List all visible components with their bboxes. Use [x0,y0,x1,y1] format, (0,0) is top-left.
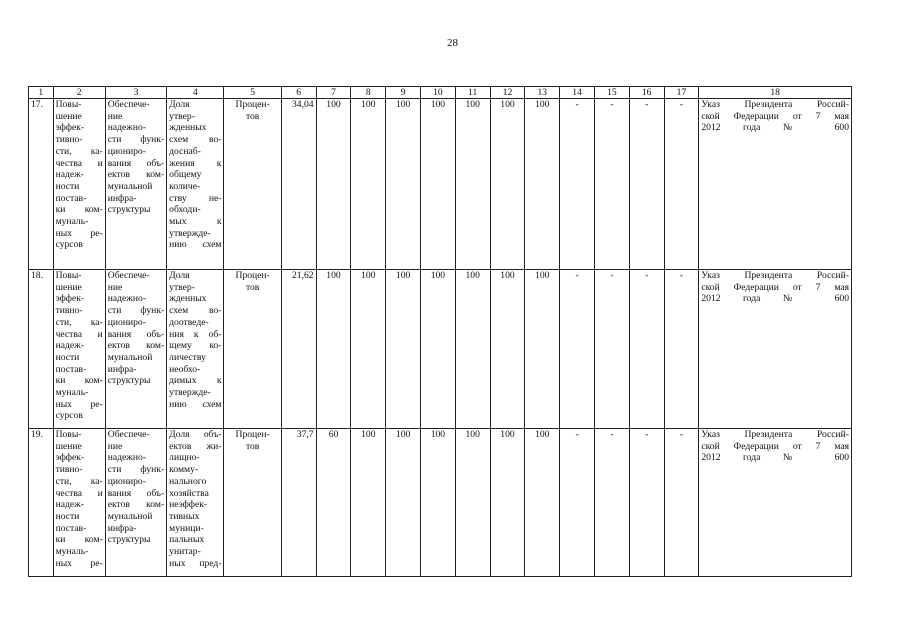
column-header: 4 [167,87,224,99]
indicator-cell-line: Доля [169,270,190,281]
indicator-cell-line: утвержде- [169,387,211,399]
table-row [29,99,852,270]
task-cell-line: инфра- [107,363,137,375]
column-header: 8 [351,87,386,99]
header-row [29,87,852,99]
column-header: 1 [29,87,54,99]
column-header: 3 [105,87,166,99]
unit-cell [224,270,281,429]
indicator-cell-line: количе- [169,180,201,192]
task-cell-line: сти функ- [107,134,165,146]
goal-cell-line: ности [55,180,80,192]
year-value: 100 [351,99,386,270]
column-header: 18 [699,87,852,99]
indicator-cell-line: жденных [169,293,207,305]
basis-cell-line: 2012 года № 600 [701,452,849,464]
indicator-cell-line: утвержде- [169,227,211,239]
task-cell-line: структуры [107,375,151,387]
task-cell-line: вания объ- [107,487,165,499]
indicator-cell-line: тивных [169,510,200,522]
basis-cell-line: 2012 года № 600 [701,293,849,305]
task-cell-line: мунальной [107,510,153,522]
task-cell-line: Обеспече- [107,429,150,440]
goal-cell-line: ных ре- [55,557,103,569]
task-cell-line: сти функ- [107,305,165,317]
year-value: - [594,270,629,429]
indicator-cell-line: доотведе- [169,316,209,328]
year-value: 60 [316,429,351,577]
goal-cell-line: муналь- [55,387,89,399]
goal-cell-line: муналь- [55,216,89,228]
task-cell-line: ние [107,440,123,452]
year-value: 100 [420,270,455,429]
goal-cell-line: постав- [55,192,87,204]
task-cell-line: ние [107,110,123,122]
indicator-cell-line: мых к [169,216,222,228]
task-cell-line: мунальной [107,180,153,192]
task-cell-line: ектов ком- [107,169,165,181]
goal-cell-line: ки ком- [55,375,103,387]
indicator-cell [167,429,224,577]
column-header: 14 [560,87,595,99]
year-value: 100 [455,429,490,577]
goal-cell-line: эффек- [55,293,85,305]
goal-cell-line: эффек- [55,122,85,134]
indicator-cell-line: схем во- [169,134,222,146]
year-value: 100 [490,270,525,429]
goal-cell-line: муналь- [55,546,89,558]
goal-cell-line: сти, ка- [55,475,103,487]
goal-cell-line: надеж- [55,340,84,352]
task-cell-line: вания объ- [107,157,165,169]
indicator-cell-line: жения к [169,157,222,169]
base-value: 34,04 [281,99,316,270]
goal-cell-line: шение [55,281,82,293]
column-header: 9 [386,87,421,99]
task-cell-line: ектов ком- [107,340,165,352]
year-value: 100 [455,99,490,270]
goal-cell-line: ности [55,510,80,522]
indicator-cell-line: утвер- [169,110,195,122]
indicator-cell-line: ектов жи- [169,440,222,452]
goal-cell-line: Повы- [55,429,82,440]
goal-cell-line: ки ком- [55,534,103,546]
indicator-cell-line: личеству [169,351,206,363]
task-cell-line: Обеспече- [107,270,150,281]
indicator-cell-line: ству не- [169,192,222,204]
indicator-cell-line: доснаб- [169,145,201,157]
task-cell-line: структуры [107,534,151,546]
goal-cell-line: сурсов [55,239,83,251]
year-value: 100 [386,99,421,270]
task-cell-line: структуры [107,204,151,216]
year-value: 100 [525,99,560,270]
base-value: 21,62 [281,270,316,429]
goal-cell-line: тивно- [55,305,83,317]
column-header: 12 [490,87,525,99]
year-value: 100 [316,270,351,429]
year-value: - [560,99,595,270]
year-value: - [664,429,699,577]
basis-cell-line: ской Федерации от 7 мая [701,110,849,122]
indicator-cell-line: схем во- [169,305,222,317]
page-number: 28 [447,37,458,49]
year-value: 100 [490,429,525,577]
year-value: - [560,270,595,429]
indicator-cell-line: Доля объ- [169,429,222,440]
year-value: - [560,429,595,577]
task-cell-line: надежно- [107,452,147,464]
task-cell-line: циониро- [107,145,146,157]
task-cell [105,270,166,429]
task-cell-line: ние [107,281,123,293]
column-header: 6 [281,87,316,99]
column-header: 16 [629,87,664,99]
indicator-cell-line: неэффек- [169,499,208,511]
indicator-cell-line: жденных [169,122,207,134]
goal-cell-line: чества и [55,328,103,340]
indicator-cell-line: унитар- [169,546,201,558]
indicator-cell-line: утвер- [169,281,195,293]
goal-cell-line: надеж- [55,499,84,511]
column-header: 5 [224,87,281,99]
year-value: 100 [455,270,490,429]
goal-cell [53,429,105,577]
row-number: 19. [29,429,54,577]
goal-cell-line: Повы- [55,99,82,110]
indicator-cell-line: нального [169,475,207,487]
year-value: 100 [316,99,351,270]
indicators-table [28,86,852,577]
task-cell-line: циониро- [107,475,146,487]
goal-cell-line: тивно- [55,464,83,476]
goal-cell-line: сти, ка- [55,316,103,328]
goal-cell-line: Повы- [55,270,82,281]
indicator-cell-line: ных пред- [169,557,222,569]
year-value: - [629,270,664,429]
column-header: 13 [525,87,560,99]
task-cell-line: надежно- [107,293,147,305]
year-value: 100 [420,99,455,270]
task-cell [105,99,166,270]
year-value: 100 [525,270,560,429]
basis-cell-line: 2012 года № 600 [701,122,849,134]
indicator-cell-line: муници- [169,522,204,534]
basis-cell-line: Указ Президента Россий- [701,429,849,440]
task-cell-line: Обеспече- [107,99,150,110]
basis-cell-line: ской Федерации от 7 мая [701,440,849,452]
row-number: 18. [29,270,54,429]
column-header: 17 [664,87,699,99]
basis-cell [699,429,852,577]
column-header: 11 [455,87,490,99]
indicator-cell-line: щему ко- [169,340,222,352]
row-number: 17. [29,99,54,270]
year-value: 100 [420,429,455,577]
goal-cell-line: ных ре- [55,227,103,239]
basis-cell-line: ской Федерации от 7 мая [701,281,849,293]
task-cell-line: инфра- [107,192,137,204]
indicator-cell-line: димых к [169,375,222,387]
basis-cell-line: Указ Президента Россий- [701,99,849,110]
indicator-cell-line: обходи- [169,204,201,216]
year-value: 100 [386,429,421,577]
unit-cell [224,99,281,270]
basis-cell-line: Указ Президента Россий- [701,270,849,281]
year-value: 100 [525,429,560,577]
task-cell [105,429,166,577]
indicator-cell-line: ния к об- [169,328,222,340]
goal-cell-line: постав- [55,522,87,534]
task-cell-line: мунальной [107,351,153,363]
goal-cell-line: тивно- [55,134,83,146]
column-header: 7 [316,87,351,99]
column-header: 15 [594,87,629,99]
unit-cell-line: Процен- [235,429,270,440]
indicator-cell-line: Доля [169,99,190,110]
goal-cell-line: шение [55,110,82,122]
goal-cell-line: эффек- [55,452,85,464]
indicator-cell-line: хозяйства [169,487,209,499]
year-value: - [664,270,699,429]
task-cell-line: циониро- [107,316,146,328]
year-value: - [629,429,664,577]
goal-cell-line: сурсов [55,410,83,422]
goal-cell-line: надеж- [55,169,84,181]
basis-cell [699,99,852,270]
unit-cell-line: тов [245,281,260,293]
goal-cell [53,270,105,429]
table-row [29,429,852,577]
goal-cell [53,99,105,270]
indicator-cell [167,99,224,270]
year-value: - [594,429,629,577]
table-row [29,270,852,429]
column-header: 2 [53,87,105,99]
year-value: 100 [386,270,421,429]
goal-cell-line: чества и [55,487,103,499]
goal-cell-line: постав- [55,363,87,375]
unit-cell-line: Процен- [235,99,270,110]
unit-cell-line: тов [245,110,260,122]
indicator-cell [167,270,224,429]
goal-cell-line: сти, ка- [55,145,103,157]
task-cell-line: ектов ком- [107,499,165,511]
year-value: - [664,99,699,270]
indicator-cell-line: лищно- [169,452,200,464]
indicator-cell-line: необхо- [169,363,201,375]
unit-cell-line: Процен- [235,270,270,281]
task-cell-line: инфра- [107,522,137,534]
unit-cell [224,429,281,577]
goal-cell-line: ки ком- [55,204,103,216]
indicator-cell-line: нию схем [169,398,222,410]
indicator-cell-line: нию схем [169,239,222,251]
goal-cell-line: шение [55,440,82,452]
goal-cell-line: ных ре- [55,398,103,410]
base-value: 37,7 [281,429,316,577]
year-value: 100 [351,270,386,429]
task-cell-line: надежно- [107,122,147,134]
task-cell-line: сти функ- [107,464,165,476]
goal-cell-line: чества и [55,157,103,169]
column-header: 10 [420,87,455,99]
indicator-cell-line: пальных [169,534,205,546]
year-value: - [594,99,629,270]
indicator-cell-line: общему [169,169,202,181]
year-value: 100 [490,99,525,270]
year-value: 100 [351,429,386,577]
task-cell-line: вания объ- [107,328,165,340]
year-value: - [629,99,664,270]
basis-cell [699,270,852,429]
indicator-cell-line: комму- [169,464,199,476]
goal-cell-line: ности [55,351,80,363]
unit-cell-line: тов [245,440,260,452]
